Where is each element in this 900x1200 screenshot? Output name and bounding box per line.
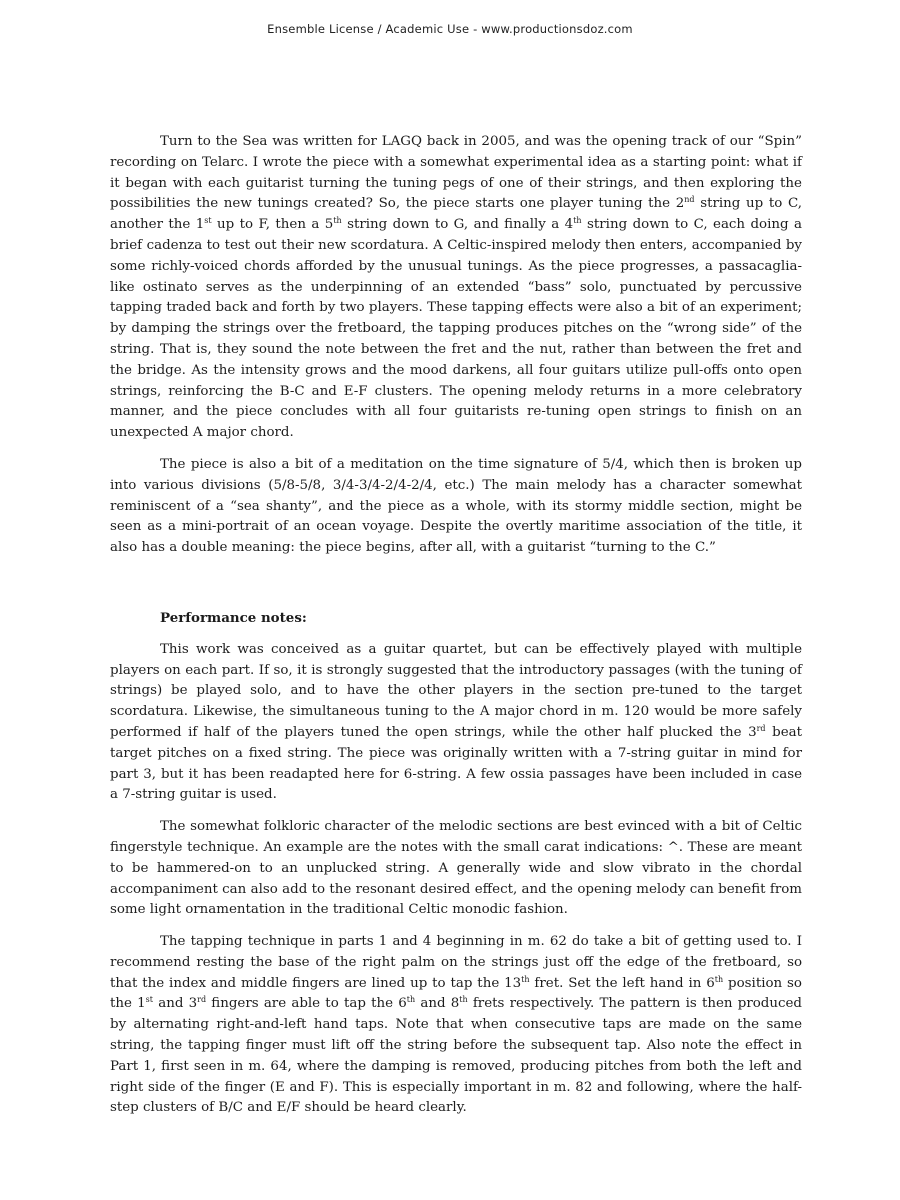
performance-paragraph-1: This work was conceived as a guitar quartet, but can be effectively played with multiple players on each part. If so, it is strongly suggested that the introductory passages (with the tuning of strings) be played solo, and to have the other players in the section pre-tuned to the target scordatura. Likewise, the simultaneous tuning to the A major chord in m. 120 would be more safely performed if half of the players tuned the open strings, while the other half plucked the 3rd beat target pitches on a fixed string. The piece was originally written with a 7-string guitar in mind for part 3, but it has been readapted here for 6-string. A few ossia passages have been included in case a 7-string guitar is used. [110,641,802,803]
performance-paragraph-2: The somewhat folkloric character of the melodic sections are best evinced with a bit of Celtic fingerstyle technique. An example are the notes with the small carat indications: ^. These are meant to be hammered-on to an unplucked string. A generally wide and slow vibrato in the chordal accompaniment can also add to the resonant desired effect, and the opening melody can benefit from some light ornamentation in the traditional Celtic monodic fashion. [110,819,802,918]
performance-notes-heading: Performance notes: [160,609,307,626]
document-body [110,132,802,1119]
license-header: Ensemble License / Academic Use - www.productionsdoz.com [267,22,633,36]
intro-paragraph-2: The piece is also a bit of a meditation on the time signature of 5/4, which then is broken up into various divisions (5/8-5/8, 3/4-3/4-2/4-2/4, etc.) The main melody has a character somewhat reminiscent of a “sea shanty”, and the piece as a whole, with its stormy middle section, might be seen as a mini-portrait of an ocean voyage. Despite the overtly maritime association of the title, it also has a double meaning: the piece begins, after all, with a guitarist “turning to the C.” [110,456,802,556]
intro-paragraph-1: Turn to the Sea was written for LAGQ back in 2005, and was the opening track of our “Spin” recording on Telarc. I wrote the piece with a somewhat experimental idea as a starting point: what if it began with each guitarist turning the tuning pegs of one of their strings, and then exploring the possibilities the new tunings created? So, the piece starts one player tuning the 2nd string up to C, another the 1st up to F, then a 5th string down to G, and finally a 4th string down to C, each doing a brief cadenza to test out their new scordatura. A Celtic-inspired melody then enters, accompanied by some richly-voiced chords afforded by the unusual tunings. As the piece progresses, a passacaglia-like ostinato serves as the underpinning of an extended “bass” solo, punctuated by percussive tapping traded back and forth by two players. These tapping effects were also a bit of an experiment; by damping the strings over the fretboard, the tapping produces pitches on the “wrong side” of the string. That is, they sound the note between the fret and the nut, rather than between the fret and the bridge. As the intensity grows and the mood darkens, all four guitars utilize pull-offs onto open strings, reinforcing the B-C and E-F clusters. The opening melody returns in a more celebratory manner, and the piece concludes with all four guitarists re-tuning open strings to finish on an unexpected A major chord. [110,134,802,441]
performance-paragraph-3: The tapping technique in parts 1 and 4 beginning in m. 62 do take a bit of getting used to. I recommend resting the base of the right palm on the strings just off the edge of the fretboard, so that the index and middle fingers are lined up to tap the 13th fret. Set the left hand in 6th position so the 1st and 3rd fingers are able to tap the 6th and 8th frets respectively. The pattern is then produced by alternating right-and-left hand taps. Note that when consecutive taps are made on the same string, the tapping finger must lift off the string before the subsequent tap. Also note the effect in Part 1, first seen in m. 64, where the damping is removed, producing pitches from both the left and right side of the finger (E and F). This is especially important in m. 82 and following, where the half-step clusters of B/C and E/F should be heard clearly. [110,934,802,1116]
